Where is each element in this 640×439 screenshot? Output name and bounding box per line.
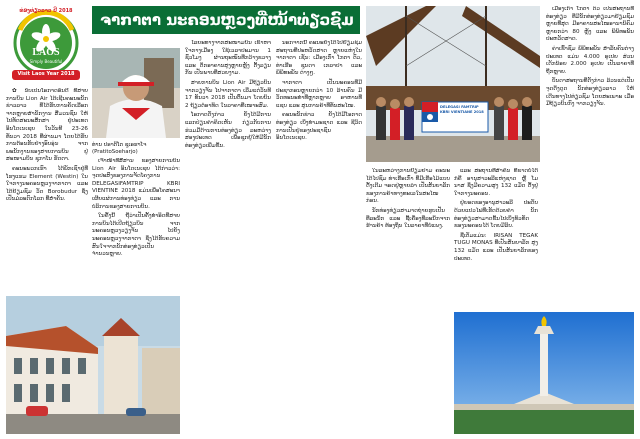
logo-top-text: ທ່ອງທ່ຽວລາວ ປີ 2018 bbox=[19, 8, 73, 14]
paragraph: ໂອກາດດັ່ງກ່າວ ຍັງໄດ້ມີການແລກປ່ຽນຄຳຄິດເຫັນ ກ່ຽວກັບການຮ່ວມມືດ້ານການທ່ອງທ່ຽວ ລະຫວ່າງສອງປະເທດ ເພື່ອຊຸກຍູ້ໃຫ້ມີນັກທ່ອງທ່ຽວເພີ່ມຂຶ້ນ. bbox=[185, 112, 271, 149]
paragraph: ຄະນະພວກເຮົາ ໄດ້ພັກເຊົາຢູ່ທີ່ໂຮງແຮມ Element (Westin) ໃນໃຈກາງນະຄອນຫຼວງຈາກາຕາ ແລະ ໄດ້ຢ້ຽມຊົມ ວັດ Borobudur ຊຶ່ງເປັນມໍລະດົກໂລກ ທີ່ສຳຄັນ. bbox=[6, 165, 88, 203]
photo-group-harbor bbox=[366, 6, 540, 162]
paragraph: ຈາກາຕາ ເປັນນະຄອນທີ່ມີປະຊາກອນຫຼາຍກວ່າ 10 ລ້ານຄົນ ມີວັດທະນະທຳທີ່ຫຼາກຫຼາຍ ອາຫານທີ່ແຊບ ແລະ ສູນການຄ້າທີ່ທັນສະໄໝ. bbox=[276, 79, 362, 109]
paragraph: ຊື່ເຕັມແມ່ນ: IRISAN TEGAK TUGU MONAS ທີ່ເປັນສັນຍາລັກ ສູງ 132 ແມັດ ແລະ ເປັນສັນຍາລັກຂອງປະເທດ. bbox=[454, 232, 538, 262]
photo-old-town-street bbox=[6, 296, 180, 434]
logo-main-text: LAOS bbox=[32, 47, 60, 58]
paragraph: ຢູ່ຍອດຂອງອານຸສາວະລີ ປະດັບດ້ວຍແປວໄຟທີ່ເຮັດດ້ວຍຄຳ ນັກທ່ອງທ່ຽວສາມາດຂຶ້ນໄປເບິ່ງທິວທັດ ຂອງນະຄອນໄດ້ ໂດຍມີລິບ. bbox=[454, 200, 538, 230]
group-banner-text: DELEGASI FAMTRIP KBRI VIENTIANE 2018 bbox=[440, 105, 484, 114]
paragraph: ເຈົ້າໜ້າທີ່ສື່ສານ ຂອງສາຍການບິນ Lion Air ອິນໂດເນເຊຍ ໄດ້ກ່າວວ່າ: ຈຸດປະສົງຂອງການຈັດໂຄງການ DELEGASIFAMTRIP KBRI VIENTINE 2018 ແມ່ນເພື່ອໂຄສະນາເຜີຍແຜ່ການທ່ອງທ່ຽວ ແລະ ການບໍລິການຂອງສາຍການບິນ. bbox=[92, 158, 180, 210]
photo-monas-monument bbox=[454, 312, 634, 434]
article-column-2 bbox=[92, 158, 180, 288]
paragraph: ແລະ ສະຖານທີ່ສຳຄັນ ທີ່ຂາດບໍ່ໄດ້ ກໍຄື ອານຸສາວະລີແຫ່ງຊາດ ຫຼື ໂມນາສ ຊຶ່ງມີຄວາມສູງ 132 ແມັດ ຕັ້ງຢູ່ໃຈກາງນະຄອນ. bbox=[454, 168, 538, 197]
paragraph: ເມືອງເກົ່າ ໂກຕາ ຕົວ ເປັນສະຖານທີ່ທ່ອງທ່ຽວ ທີ່ມີນັກທ່ອງທ່ຽວມາຢ້ຽມຊົມຫຼາຍທີ່ສຸດ ມີອາຄານສະໄໝອານານິຄົມ ຫຼາຍກວ່າ 80 ຫຼັງ ແລະ ພິພິທະພັນ ປະຫວັດສາດ. bbox=[546, 6, 634, 43]
paragraph: ສາຍການບິນ Lion Air ມີຖ້ຽວບິນ ຈາກວຽງຈັນ ໄປຈາກາຕາ ເລີ່ມແຕ່ວັນທີ 17 ທັນວາ 2018 ເປັນຕົ້ນມາ ໂດຍບິນ 2 ຖ້ຽວຕໍ່ອາທິດ ໃນລາຄາທີ່ເໝາະສົມ. bbox=[185, 79, 271, 109]
paragraph: ບັນດາສະຖານທີ່ດັ່ງກ່າວ ລ້ວນແຕ່ເປັນຈຸດດຶງດູດ ນັກທ່ອງທ່ຽວລາວ ໃຫ້ເດີນທາງໄປທ່ຽວຊົມ ໂດຍສະເພາະ ເມື່ອມີຖ້ຽວບິນກົງ ຈາກວຽງຈັນ. bbox=[546, 78, 634, 108]
paragraph: ໃນຄັ້ງນີ້ ຖືວ່າເປັນຄັ້ງທຳອິດທີ່ສາຍການບິນໄດ້ເປີດຖ້ຽວບິນ ຈາກນະຄອນຫຼວງວຽງຈັນ ໄປຍັງນະຄອນຫຼວງຈາກາຕາ ຊຶ່ງໄດ້ຮັບຄວາມສົນໃຈຈາກນັກທ່ອງທ່ຽວເປັນຈຳນວນຫຼາຍ. bbox=[92, 213, 180, 258]
paragraph: ຄ່າເຂົ້າຊົມ ພິພິທະພັນ ສຳລັບຄົນຕ່າງປະເທດ ແມ່ນ 4.000 ຣູເປຍ ສ່ວນເດັກນ້ອຍ 2.000 ຣູເປຍ ເປັນລາຄາທີ່ຖືກຫຼາຍ. bbox=[546, 45, 634, 75]
logo-bottom-text: Visit Laos Year 2018 bbox=[17, 71, 75, 77]
paragraph: ຄະນະນັກຂ່າວ ຍັງໄດ້ມີໂອກາດທ່ອງທ່ຽວ ເບິ່ງທຳມະຊາດ ແລະ ຊີວິດການເປັນຢູ່ຂອງປະຊາຊົນ ອິນໂດເນເຊຍ. bbox=[276, 112, 362, 142]
photo-spokesperson bbox=[92, 48, 180, 138]
headline-banner: ຈາກາຕາ ນະຄອນຫຼວງທີ່ໜ້າທ່ຽວຊົມ bbox=[92, 6, 360, 34]
article-column-4 bbox=[276, 40, 362, 435]
visit-laos-logo bbox=[6, 6, 86, 84]
article-column-3 bbox=[185, 40, 271, 435]
paragraph: ນັກທ່ອງທ່ຽວສາມາດຖ່າຍຮູບເປັນທີ່ລະນຶກ ແລະ ຊື້ເຄື່ອງທີ່ລະນຶກຈາກຮ້ານຄ້າ ທ້ອງຖິ່ນ ໃນລາຄາທີ່ບໍ່ແພງ. bbox=[366, 207, 450, 230]
photo-caption: ທ່ານ ປຣາຕິໂຕ ຊູເອຮາໂຈ (PratitoSoeharjo) bbox=[92, 142, 147, 155]
article-column-7 bbox=[546, 6, 634, 316]
article-column-6 bbox=[454, 168, 538, 308]
article-column-1 bbox=[6, 88, 88, 288]
paragraph: ນອກຈາກນີ້ ຄະນະຍັງໄດ້ໄປຢ້ຽມຊົມ ສະຖານທີ່ປະຫວັດສາດ ຫຼາຍແຫ່ງໃນຈາກາຕາ ເຊັ່ນ: ເມືອງເກົ່າ ໂກຕາ ຕົວ, ທ່າເຮືອ ຊຸນດາ ເກລາປາ ແລະ ພິພິທະພັນ ຕ່າງໆ. bbox=[276, 40, 362, 77]
logo-sub-text: Simply Beautiful bbox=[29, 59, 63, 64]
paragraph: ໃນລະຫວ່າງການຢ້ຽມຢາມ ຄະນະໄດ້ໄປຊົມ ທ່າເຮືອເກົ່າ ທີ່ມີເຮືອໄມ້ແບບດັ້ງເດີມ ຈອດຢູ່ຫຼາຍລຳ ເປັນສັນຍາລັກຂອງການຄ້າທາງທະເລໃນສະໄໝກ່ອນ. bbox=[366, 168, 450, 205]
paragraph: ✿ ນັບເປັນໂອກາດອັນດີ ທີ່ສາຍການບິນ Lion Air ໄດ້ເຊີນຄະນະນັກຂ່າວລາວ ທີ່ໄດ້ຮັບການຄັດເລືອກ ຈາກຫຼາຍສຳນັກງານ ສື່ມວນຊົນ ໃຫ້ໄປທັດສະນະສຶກສາ ຢູ່ປະເທດອິນໂດເນເຊຍ ໃນວັນທີ 23-26 ທັນວາ 2018 ທີ່ຜ່ານມາ ໂດຍໄດ້ຮັບການຕ້ອນຮັບຢ່າງອົບອຸ່ນ ຈາກພະນັກງານຂອງສາຍການບິນ ຢູ່ສະໜາມບິນ ຊຸກາໂນ ຮັດຕາ. bbox=[6, 88, 88, 163]
paragraph: ໄລຍະທາງຈາກສະໜາມບິນ ເຂົ້າຫາໃຈກາງເມືອງ ໃຊ້ເວລາປະມານ 1 ຊົ່ວໂມງ ຜ່ານຖະໜົນທີ່ກວ້າງຂວາງ ແລະ ຕຶກອາຄານສູງຫຼາຍຫຼັງ ຕັ້ງລຽນກັນ ເປັນພາບທີ່ສວຍງາມ. bbox=[185, 40, 271, 77]
article-column-5 bbox=[366, 168, 450, 358]
